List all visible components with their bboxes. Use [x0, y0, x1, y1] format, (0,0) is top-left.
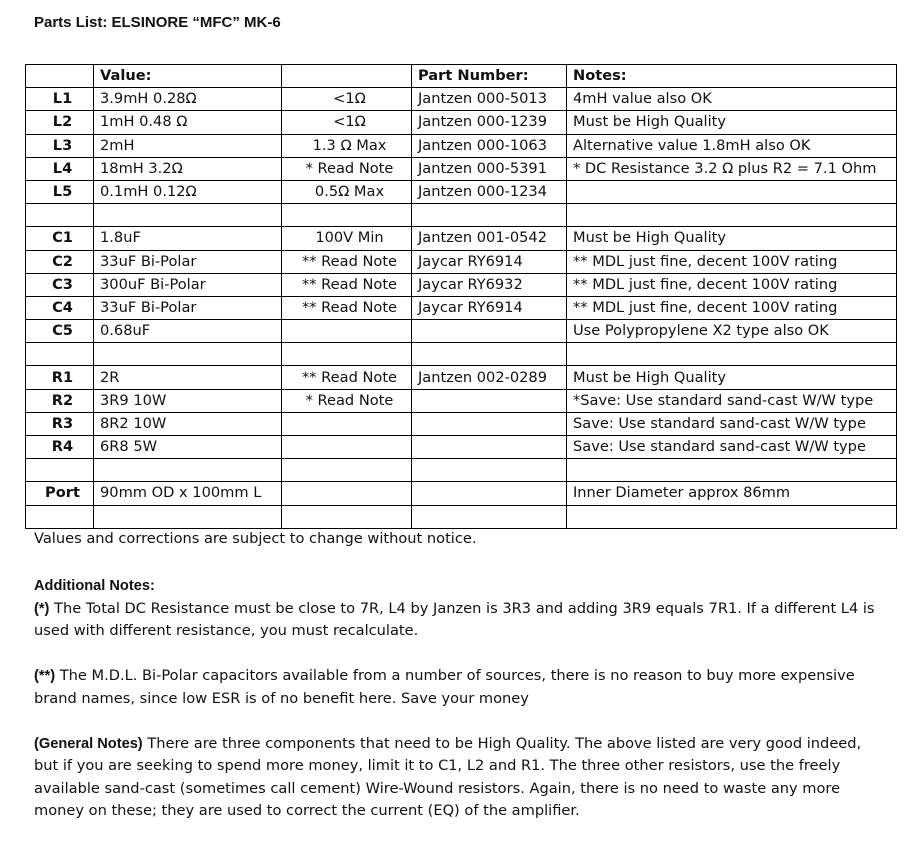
- table-row: [26, 88, 897, 111]
- table-row: [26, 111, 897, 134]
- table-row: [26, 459, 897, 482]
- part-number: Jantzen 002-0289: [412, 366, 567, 389]
- part-notes: ** MDL just fine, decent 100V rating: [567, 273, 897, 296]
- part-value: 2mH: [94, 134, 282, 157]
- part-notes: [567, 343, 897, 366]
- part-value: 33uF Bi-Polar: [94, 250, 282, 273]
- part-notes: ** MDL just fine, decent 100V rating: [567, 250, 897, 273]
- part-value: [94, 505, 282, 528]
- table-row: [26, 343, 897, 366]
- part-value: 1mH 0.48 Ω: [94, 111, 282, 134]
- document-title: Parts List: ELSINORE “MFC” MK-6: [34, 14, 281, 31]
- part-number: Jantzen 000-1234: [412, 180, 567, 203]
- table-row: [26, 227, 897, 250]
- part-rating: <1Ω: [282, 111, 412, 134]
- table-row: [26, 157, 897, 180]
- note-text: The Total DC Resistance must be close to 7R, L4 by Janzen is 3R3 and adding 3R9 equals 7R1. If a different L4 is used with different resistance, you must recalculate.: [34, 599, 875, 639]
- part-id: L1: [26, 88, 94, 111]
- part-rating: 100V Min: [282, 227, 412, 250]
- part-number: Jaycar RY6914: [412, 296, 567, 319]
- table-row: [26, 436, 897, 459]
- part-value: [94, 343, 282, 366]
- parts-table-body: [26, 65, 897, 529]
- header-value: Value:: [94, 65, 282, 88]
- part-value: 6R8 5W: [94, 436, 282, 459]
- part-value: 0.68uF: [94, 320, 282, 343]
- part-number: [412, 459, 567, 482]
- part-value: 1.8uF: [94, 227, 282, 250]
- part-value: 2R: [94, 366, 282, 389]
- disclaimer: Values and corrections are subject to change without notice.: [34, 530, 477, 547]
- note-double-star: [34, 665, 884, 710]
- part-rating: 0.5Ω Max: [282, 180, 412, 203]
- notes-heading: Additional Notes:: [34, 578, 155, 594]
- part-number: [412, 412, 567, 435]
- part-number: [412, 482, 567, 505]
- part-number: [412, 204, 567, 227]
- table-row: [26, 296, 897, 319]
- part-number: Jantzen 000-1239: [412, 111, 567, 134]
- part-value: 8R2 10W: [94, 412, 282, 435]
- part-number: [412, 343, 567, 366]
- part-rating: [282, 343, 412, 366]
- part-number: Jantzen 000-5013: [412, 88, 567, 111]
- part-rating: [282, 436, 412, 459]
- part-number: Jantzen 000-5391: [412, 157, 567, 180]
- part-id: C4: [26, 296, 94, 319]
- part-notes: [567, 180, 897, 203]
- table-row: [26, 389, 897, 412]
- part-value: 3.9mH 0.28Ω: [94, 88, 282, 111]
- part-id: L5: [26, 180, 94, 203]
- note-label: (General Notes): [34, 735, 143, 752]
- part-id: L3: [26, 134, 94, 157]
- additional-notes: [34, 575, 884, 845]
- table-row: [26, 204, 897, 227]
- part-number: Jaycar RY6914: [412, 250, 567, 273]
- note-text: The M.D.L. Bi-Polar capacitors available from a number of sources, there is no reason to buy more expensive brand names, since low ESR is of no benefit here. Save your money: [34, 667, 855, 707]
- table-row: [26, 320, 897, 343]
- part-rating: [282, 204, 412, 227]
- part-notes: Alternative value 1.8mH also OK: [567, 134, 897, 157]
- part-id: [26, 505, 94, 528]
- part-value: 0.1mH 0.12Ω: [94, 180, 282, 203]
- parts-table: [25, 64, 897, 529]
- part-rating: [282, 459, 412, 482]
- part-rating: ** Read Note: [282, 366, 412, 389]
- part-notes: Must be High Quality: [567, 111, 897, 134]
- part-id: L4: [26, 157, 94, 180]
- part-id: C2: [26, 250, 94, 273]
- header-notes: Notes:: [567, 65, 897, 88]
- part-id: [26, 204, 94, 227]
- part-number: Jantzen 000-1063: [412, 134, 567, 157]
- table-row: [26, 134, 897, 157]
- table-row: [26, 366, 897, 389]
- part-number: Jantzen 001-0542: [412, 227, 567, 250]
- note-general: [34, 733, 884, 823]
- part-notes: [567, 505, 897, 528]
- note-label: (*): [34, 600, 50, 617]
- part-notes: 4mH value also OK: [567, 88, 897, 111]
- part-number: [412, 320, 567, 343]
- part-notes: Save: Use standard sand-cast W/W type: [567, 412, 897, 435]
- part-number: [412, 389, 567, 412]
- part-notes: * DC Resistance 3.2 Ω plus R2 = 7.1 Ohm: [567, 157, 897, 180]
- part-rating: <1Ω: [282, 88, 412, 111]
- part-number: [412, 436, 567, 459]
- table-row: [26, 250, 897, 273]
- part-notes: ** MDL just fine, decent 100V rating: [567, 296, 897, 319]
- part-notes: Must be High Quality: [567, 366, 897, 389]
- part-notes: *Save: Use standard sand-cast W/W type: [567, 389, 897, 412]
- part-rating: ** Read Note: [282, 273, 412, 296]
- table-row: [26, 412, 897, 435]
- part-notes: Must be High Quality: [567, 227, 897, 250]
- part-rating: ** Read Note: [282, 250, 412, 273]
- part-id: [26, 459, 94, 482]
- part-value: 90mm OD x 100mm L: [94, 482, 282, 505]
- note-text: There are three components that need to be High Quality. The above listed are very good indeed, but if you are seeking to spend more money, limit it to C1, L2 and R1. The three other resistors, use the freely available sand-cast (sometimes call cement) Wire-Wound resistors. Again, there is no need to waste any more money on these; they are used to correct the current (EQ) of the amplifier.: [34, 734, 862, 819]
- table-row: [26, 482, 897, 505]
- part-value: 33uF Bi-Polar: [94, 296, 282, 319]
- header-rating: [282, 65, 412, 88]
- part-rating: [282, 505, 412, 528]
- part-number: [412, 505, 567, 528]
- part-rating: [282, 320, 412, 343]
- part-id: L2: [26, 111, 94, 134]
- part-id: C5: [26, 320, 94, 343]
- part-number: Jaycar RY6932: [412, 273, 567, 296]
- part-rating: [282, 482, 412, 505]
- part-id: Port: [26, 482, 94, 505]
- part-id: C1: [26, 227, 94, 250]
- part-value: 3R9 10W: [94, 389, 282, 412]
- part-value: 18mH 3.2Ω: [94, 157, 282, 180]
- part-rating: 1.3 Ω Max: [282, 134, 412, 157]
- note-label: (**): [34, 668, 56, 684]
- part-rating: * Read Note: [282, 157, 412, 180]
- part-id: [26, 343, 94, 366]
- part-notes: Save: Use standard sand-cast W/W type: [567, 436, 897, 459]
- part-value: [94, 459, 282, 482]
- part-notes: [567, 459, 897, 482]
- header-part-number: Part Number:: [412, 65, 567, 88]
- part-id: R4: [26, 436, 94, 459]
- part-value: [94, 204, 282, 227]
- table-header-row: [26, 65, 897, 88]
- table-row: [26, 180, 897, 203]
- part-notes: Inner Diameter approx 86mm: [567, 482, 897, 505]
- part-rating: * Read Note: [282, 389, 412, 412]
- part-rating: [282, 412, 412, 435]
- part-id: R3: [26, 412, 94, 435]
- part-rating: ** Read Note: [282, 296, 412, 319]
- part-id: C3: [26, 273, 94, 296]
- part-notes: Use Polypropylene X2 type also OK: [567, 320, 897, 343]
- table-row: [26, 505, 897, 528]
- part-id: R1: [26, 366, 94, 389]
- part-notes: [567, 204, 897, 227]
- header-id: [26, 65, 94, 88]
- part-id: R2: [26, 389, 94, 412]
- note-single-star: [34, 598, 884, 643]
- part-value: 300uF Bi-Polar: [94, 273, 282, 296]
- table-row: [26, 273, 897, 296]
